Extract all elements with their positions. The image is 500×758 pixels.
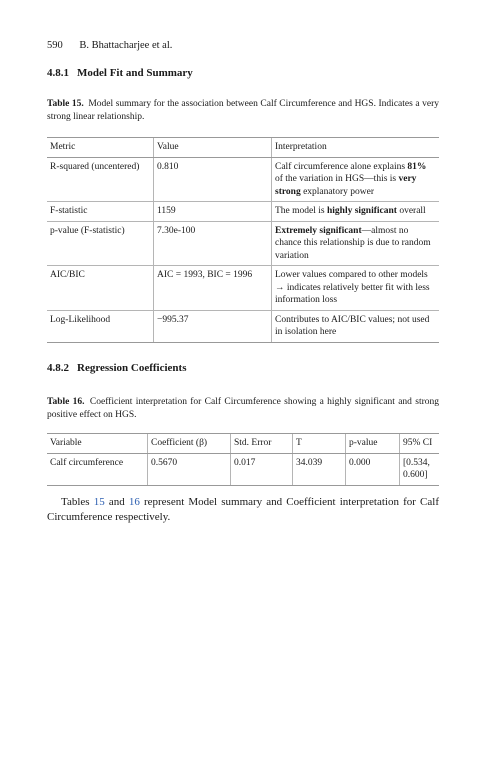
table-row xyxy=(47,453,439,485)
caption-text: Coefficient interpretation for Calf Circumference showing a highly significant and strong positive effect on HGS. xyxy=(47,397,439,420)
interpretation-text: The model is xyxy=(275,206,327,216)
section-title: Regression Coefficients xyxy=(77,362,187,374)
table-15-link[interactable]: 15 xyxy=(93,496,105,508)
interpretation-cell xyxy=(272,266,440,311)
column-header: Std. Error xyxy=(231,434,293,454)
interpretation-text: of the variation in HGS—this is xyxy=(275,174,399,184)
table-cell: 0.5670 xyxy=(148,453,231,485)
body-paragraph xyxy=(47,495,439,525)
table-cell: 0.017 xyxy=(231,453,293,485)
table-label: Table 15. xyxy=(47,99,84,109)
emphasis-text: 81% xyxy=(407,161,427,172)
table-label: Table 16. xyxy=(47,397,85,407)
column-header: Value xyxy=(154,138,272,158)
section-number: 4.8.1 xyxy=(47,67,69,79)
table-cell: 34.039 xyxy=(293,453,346,485)
interpretation-text: overall xyxy=(396,206,426,216)
column-header: Metric xyxy=(47,138,154,158)
value-cell: 0.810 xyxy=(154,157,272,202)
interpretation-text: —almost no chance this relationship is due to random variation xyxy=(275,225,431,261)
table-16-link[interactable]: 16 xyxy=(128,496,140,508)
interpretation-text: Calf circumference alone explains xyxy=(275,161,408,172)
running-head xyxy=(47,40,172,51)
metric-cell: p-value (F-statistic) xyxy=(47,221,154,266)
emphasis-text: highly significant xyxy=(326,206,397,216)
value-cell: −995.37 xyxy=(154,310,272,342)
column-header: Variable xyxy=(47,434,148,454)
value-cell: 1159 xyxy=(154,202,272,222)
table-16-caption xyxy=(47,396,439,422)
page-number: 590 xyxy=(47,40,63,51)
metric-cell: Log-Likelihood xyxy=(47,310,154,342)
metric-cell: F-statistic xyxy=(47,202,154,222)
column-header: Interpretation xyxy=(272,138,440,158)
running-head-authors: B. Bhattacharjee et al. xyxy=(79,40,173,51)
interpretation-text: Contributes to AIC/BIC values; not used in isolation here xyxy=(275,314,430,337)
table-row xyxy=(47,266,439,311)
interpretation-cell xyxy=(272,310,440,342)
body-text: and xyxy=(104,496,129,508)
table-row xyxy=(47,157,439,202)
body-text: represent Model summary and Coefficient interpretation for Calf Circumference respectively. xyxy=(47,496,439,523)
value-cell: AIC = 1993, BIC = 1996 xyxy=(154,266,272,311)
table-16 xyxy=(47,433,439,486)
body-text: Tables xyxy=(61,496,94,508)
column-header: 95% CI xyxy=(400,434,440,454)
emphasis-text: Extremely significant xyxy=(275,225,362,236)
table-row xyxy=(47,310,439,342)
section-heading-4-8-2 xyxy=(47,362,186,374)
column-header: T xyxy=(293,434,346,454)
interpretation-cell xyxy=(272,221,440,266)
table-row xyxy=(47,221,439,266)
emphasis-text: very strong xyxy=(275,174,417,197)
section-number: 4.8.2 xyxy=(47,362,69,374)
table-cell: [0.534, 0.600] xyxy=(400,453,440,485)
caption-text: Model summary for the association between Calf Circumference and HGS. Indicates a very strong linear relationship. xyxy=(47,99,440,122)
metric-cell: R-squared (uncentered) xyxy=(47,157,154,202)
section-heading-4-8-1 xyxy=(47,67,193,79)
table-15 xyxy=(47,137,439,343)
column-header: p-value xyxy=(346,434,400,454)
table-row xyxy=(47,202,439,222)
interpretation-cell xyxy=(272,157,440,202)
table-cell: 0.000 xyxy=(346,453,400,485)
section-title: Model Fit and Summary xyxy=(77,67,193,79)
metric-cell: AIC/BIC xyxy=(47,266,154,311)
column-header: Coefficient (β) xyxy=(148,434,231,454)
interpretation-cell xyxy=(272,202,440,222)
interpretation-text: Lower values compared to other models → indicates relatively better fit with less information loss xyxy=(275,270,430,305)
value-cell: 7.30e-100 xyxy=(154,221,272,266)
table-15-caption xyxy=(47,98,439,124)
interpretation-text: explanatory power xyxy=(300,186,375,197)
table-cell: Calf circumference xyxy=(47,453,148,485)
